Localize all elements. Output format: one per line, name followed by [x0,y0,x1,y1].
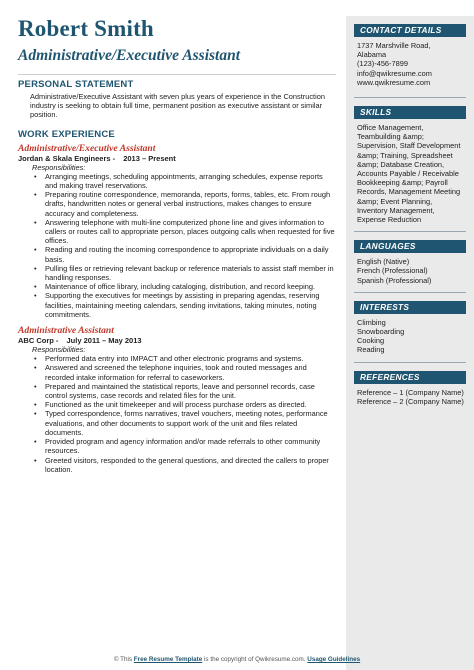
job-bullets [18,354,336,474]
job-company: ABC Corp - [18,336,59,346]
interests-section [346,293,474,355]
responsibilities-label: Responsibilities: [32,345,86,355]
interest-item: Climbing [357,317,386,327]
contact-address-line1: 1737 Marshville Road, [357,41,431,50]
bullet-item: • Supporting the executives for meetings by assisting in preparing agendas, reserving facilities, maintaining meeting calendars, sending invitations, taking minutes, noting commitments. [34,291,320,319]
personal-statement-heading: PERSONAL STATEMENT [18,79,134,90]
bullet-item: • Functioned as the unit timekeeper and will process purchase orders as directed. [34,400,307,410]
bullet-item: • Prepared and maintained the statistical reports, leave and personnel records, case control systems, case records and related files for the unit. [34,381,315,401]
main-column [18,16,336,474]
free-resume-template-link[interactable]: Free Resume Template [133,656,203,663]
interest-item: Cooking [357,336,385,346]
footer [0,656,474,664]
candidate-title: Administrative/Executive Assistant [18,47,241,64]
language-item: Spanish (Professional) [357,275,432,285]
sidebar [346,16,474,670]
contact-heading: CONTACT DETAILS [354,24,466,37]
references-section [346,363,474,406]
job-title: Administrative/Executive Assistant [18,142,156,154]
work-experience-heading: WORK EXPERIENCE [18,128,115,140]
languages-section [346,232,474,285]
languages-list [357,257,464,285]
bullet-item: • Answering telephone with multi-line computerized phone line and gives information to callers or routes call to appropriate person, places outgoing calls when requested for five offices. [34,217,335,246]
reference-item: Reference – 2 (Company Name) [357,396,464,406]
languages-heading: LANGUAGES [354,240,466,253]
contact-email[interactable]: info@qwikresume.com [357,68,432,78]
interest-item: Snowboarding [357,327,405,337]
interest-item: Reading [357,345,385,355]
skills-heading: SKILLS [354,106,466,119]
job-entry [18,143,336,319]
bullet-item: • Greeted visitors, responded to the general questions, and directed the callers to proper location. [34,455,329,474]
skills-text: Office Management, Teambuilding &amp; Supervision, Staff Development &amp; Training, Spreadsheet &amp; Database Creation, Accounts Payable / Receivable Bookkeeping &amp; Payroll Records, Management Meeting &amp; Event Planning, Inventory Management, Expense Reduction [357,123,461,225]
contact-website[interactable]: www.qwikresume.com [357,77,431,87]
bullet-item: • Preparing routine correspondence, memoranda, reports, forms, tables, etc. From rough drafts, handwritten notes or general verbal instructions, makes changes to ensure accuracy and completeness. [34,190,331,218]
job-company-line [18,154,336,163]
header-divider [18,74,336,75]
job-dates: 2013 – Present [123,153,176,163]
interests-heading: INTERESTS [354,301,466,314]
reference-item: Reference – 1 (Company Name) [357,387,464,397]
personal-statement-text: Administrative/Executive Assistant with seven plus years of experience in the Construction industry is seeking to obtain full time, permanent position as executive assistant or similar position. [30,92,325,120]
candidate-name: Robert Smith [18,16,154,41]
job-company-line [18,336,336,345]
usage-guidelines-link[interactable]: Usage Guidelines [307,656,361,663]
contact-phone: (123)-456-7899 [357,59,408,69]
job-entry [18,325,336,474]
bullet-item: • Answered and screened the telephone inquiries, took and routed messages and recorded intake information for referral to caseworkers. [34,363,307,382]
bullet-item: • Arranging meetings, scheduling appointments, arranging schedules, expense reports and making travel reservations. [34,171,323,191]
footer-prefix: © This [113,656,133,663]
responsibilities-label: Responsibilities: [32,162,86,172]
bullet-item: • Performed data entry into IMPACT and other electronic programs and systems. [34,354,304,364]
bullet-item: • Maintenance of office library, including cataloging, distribution, and record keeping. [34,282,316,292]
job-dates: July 2011 – May 2013 [66,336,142,346]
references-list [357,388,464,406]
references-heading: REFERENCES [354,371,466,384]
job-bullets [18,172,336,319]
footer-copyright-text: is the copyright of Qwikresume.com. [204,656,306,663]
job-title: Administrative Assistant [18,325,114,337]
contact-address-line2: Alabama [357,50,387,60]
language-item: English (Native) [357,257,410,267]
contact-details [357,41,464,87]
bullet-item: • Pulling files or retrieving relevant backup or reference materials to assist staff member in handling responses. [34,263,334,283]
interests-list [357,318,464,355]
bullet-item: • Reading and routing the incoming correspondence to appropriate individuals on a daily basis. [34,245,329,264]
job-company: Jordan & Skala Engineers - [18,153,116,163]
bullet-item: • Typed correspondence, forms narratives, travel vouchers, meeting notes, performance evaluations, and other documents to support work of the unit and files related documents. [34,409,328,437]
contact-section [346,16,474,87]
language-item: French (Professional) [357,266,428,276]
bullet-item: • Provided program and agency information and/or made referrals to other community resources. [34,437,321,456]
skills-section [346,98,474,224]
